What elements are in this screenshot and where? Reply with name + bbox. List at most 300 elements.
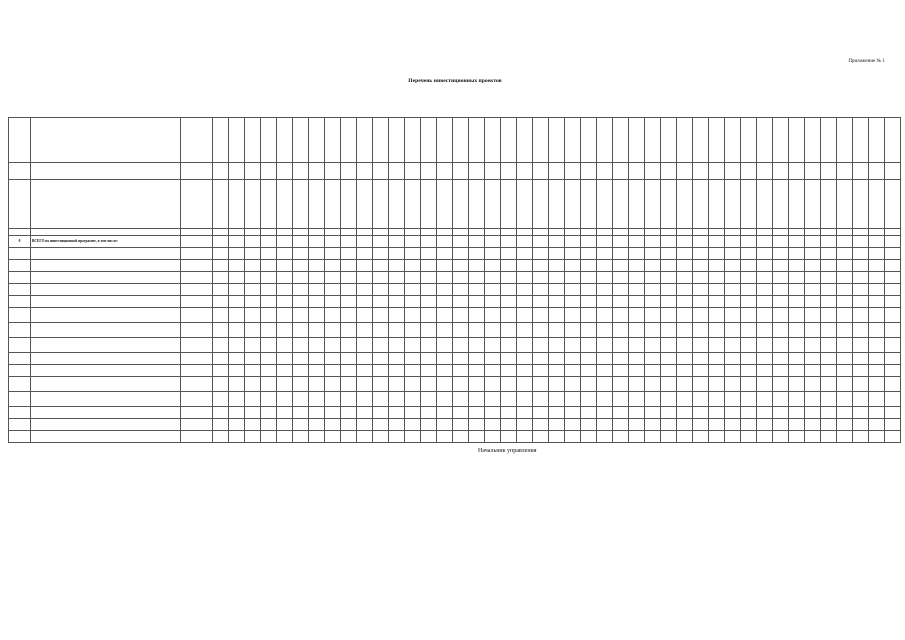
value-cell: [501, 284, 517, 296]
value-cell: [357, 236, 373, 248]
value-cell: [325, 272, 341, 284]
column-number-cell: [773, 229, 789, 236]
value-cell: [389, 353, 405, 365]
header-cell: [661, 163, 677, 180]
value-cell: [389, 296, 405, 308]
column-number-cell: [581, 229, 597, 236]
value-cell: [725, 272, 741, 284]
value-cell: [693, 392, 709, 407]
value-cell: [613, 248, 629, 260]
value-cell: [645, 377, 661, 392]
value-cell: [853, 392, 869, 407]
header-cell: [261, 180, 277, 229]
value-cell: [517, 296, 533, 308]
header-cell: [821, 118, 837, 163]
header-cell: [9, 180, 31, 229]
value-cell: [389, 419, 405, 431]
value-cell: [869, 248, 885, 260]
value-cell: [741, 353, 757, 365]
value-cell: [757, 308, 773, 323]
value-cell: [229, 365, 245, 377]
row-number-cell: [9, 260, 31, 272]
value-cell: [869, 308, 885, 323]
value-cell: [325, 260, 341, 272]
header-cell: [31, 118, 181, 163]
value-cell: [245, 248, 261, 260]
row-number-cell: [9, 419, 31, 431]
value-cell: [405, 272, 421, 284]
value-cell: [293, 338, 309, 353]
value-cell: [549, 272, 565, 284]
header-cell: [725, 180, 741, 229]
value-cell: [725, 338, 741, 353]
value-cell: [677, 323, 693, 338]
value-cell: [837, 377, 853, 392]
value-cell: [613, 419, 629, 431]
value-cell: [517, 365, 533, 377]
value-cell: [261, 323, 277, 338]
value-cell: [357, 419, 373, 431]
value-cell: [725, 284, 741, 296]
row-name-cell: [31, 419, 181, 431]
value-cell: [837, 323, 853, 338]
value-cell: [869, 296, 885, 308]
value-cell: [261, 260, 277, 272]
value-cell: [597, 284, 613, 296]
row-name-cell: [31, 392, 181, 407]
value-cell: [677, 419, 693, 431]
value-cell: [293, 296, 309, 308]
value-cell: [613, 353, 629, 365]
value-cell: [245, 407, 261, 419]
header-cell: [613, 118, 629, 163]
header-cell: [565, 163, 581, 180]
value-cell: [469, 260, 485, 272]
value-cell: [245, 284, 261, 296]
column-number-cell: [693, 229, 709, 236]
value-cell: [837, 308, 853, 323]
header-cell: [405, 163, 421, 180]
value-cell: [405, 248, 421, 260]
value-cell: [757, 323, 773, 338]
table-row: [9, 272, 901, 284]
column-number-cell: [229, 229, 245, 236]
value-cell: [437, 365, 453, 377]
value-cell: [629, 323, 645, 338]
appendix-line-1: Приложение № 1: [848, 59, 885, 64]
value-cell: [485, 296, 501, 308]
signature-position: Начальник управления: [478, 448, 537, 454]
value-cell: [805, 284, 821, 296]
value-cell: [629, 392, 645, 407]
value-cell: [421, 392, 437, 407]
value-cell: [309, 272, 325, 284]
value-cell: [229, 338, 245, 353]
header-cell: [181, 180, 213, 229]
header-cell: [581, 118, 597, 163]
value-cell: [373, 392, 389, 407]
value-cell: [389, 377, 405, 392]
value-cell: [837, 236, 853, 248]
value-cell: [837, 419, 853, 431]
value-cell: [693, 236, 709, 248]
value-cell: [437, 296, 453, 308]
value-cell: [469, 248, 485, 260]
value-cell: [789, 377, 805, 392]
header-cell: [565, 118, 581, 163]
value-cell: [741, 284, 757, 296]
value-cell: [709, 296, 725, 308]
value-cell: [581, 284, 597, 296]
value-cell: [885, 248, 901, 260]
value-cell: [757, 284, 773, 296]
value-cell: [501, 338, 517, 353]
value-cell: [517, 419, 533, 431]
value-cell: [741, 365, 757, 377]
value-cell: [821, 248, 837, 260]
value-cell: [789, 407, 805, 419]
value-cell: [709, 392, 725, 407]
value-cell: [661, 284, 677, 296]
value-cell: [213, 236, 229, 248]
header-cell: [805, 180, 821, 229]
value-cell: [581, 353, 597, 365]
value-cell: [501, 308, 517, 323]
header-cell: [837, 180, 853, 229]
value-cell: [581, 248, 597, 260]
header-cell: [501, 180, 517, 229]
value-cell: [389, 248, 405, 260]
value-cell: [357, 338, 373, 353]
row-name-cell: [31, 365, 181, 377]
value-cell: [277, 272, 293, 284]
value-cell: [773, 377, 789, 392]
value-cell: [837, 353, 853, 365]
header-cell: [405, 180, 421, 229]
value-cell: [181, 308, 213, 323]
value-cell: [773, 323, 789, 338]
value-cell: [501, 296, 517, 308]
header-cell: [757, 163, 773, 180]
value-cell: [693, 431, 709, 443]
value-cell: [293, 377, 309, 392]
value-cell: [373, 236, 389, 248]
value-cell: [789, 365, 805, 377]
value-cell: [277, 365, 293, 377]
value-cell: [421, 248, 437, 260]
value-cell: [565, 236, 581, 248]
value-cell: [341, 296, 357, 308]
header-cell: [725, 163, 741, 180]
value-cell: [853, 377, 869, 392]
value-cell: [565, 338, 581, 353]
value-cell: [533, 260, 549, 272]
value-cell: [805, 431, 821, 443]
value-cell: [261, 431, 277, 443]
header-cell: [213, 118, 229, 163]
value-cell: [581, 260, 597, 272]
value-cell: [853, 236, 869, 248]
value-cell: [805, 377, 821, 392]
value-cell: [405, 284, 421, 296]
value-cell: [693, 308, 709, 323]
value-cell: [565, 365, 581, 377]
value-cell: [597, 419, 613, 431]
value-cell: [549, 431, 565, 443]
value-cell: [181, 323, 213, 338]
value-cell: [869, 377, 885, 392]
value-cell: [421, 338, 437, 353]
header-cell: [709, 163, 725, 180]
value-cell: [549, 338, 565, 353]
value-cell: [709, 323, 725, 338]
value-cell: [549, 284, 565, 296]
value-cell: [325, 248, 341, 260]
value-cell: [309, 365, 325, 377]
value-cell: [421, 407, 437, 419]
value-cell: [229, 407, 245, 419]
header-cell: [421, 180, 437, 229]
value-cell: [277, 236, 293, 248]
value-cell: [725, 248, 741, 260]
value-cell: [341, 248, 357, 260]
value-cell: [549, 392, 565, 407]
column-number-cell: [757, 229, 773, 236]
table-row: [9, 377, 901, 392]
value-cell: [293, 365, 309, 377]
value-cell: [277, 392, 293, 407]
value-cell: [229, 272, 245, 284]
header-cell: [677, 118, 693, 163]
value-cell: [357, 392, 373, 407]
value-cell: [309, 284, 325, 296]
value-cell: [341, 419, 357, 431]
column-number-cell: [181, 229, 213, 236]
row-name-cell: [31, 284, 181, 296]
value-cell: [245, 323, 261, 338]
value-cell: [517, 377, 533, 392]
header-cell: [341, 180, 357, 229]
value-cell: [517, 236, 533, 248]
header-cell: [389, 163, 405, 180]
header-cell: [533, 163, 549, 180]
header-cell: [357, 180, 373, 229]
value-cell: [757, 338, 773, 353]
header-cell: [9, 118, 31, 163]
value-cell: [405, 353, 421, 365]
header-cell: [325, 118, 341, 163]
value-cell: [773, 431, 789, 443]
value-cell: [341, 260, 357, 272]
appendix-note: [625, 58, 885, 65]
value-cell: [645, 338, 661, 353]
value-cell: [261, 365, 277, 377]
header-cell: [853, 118, 869, 163]
header-cell: [677, 180, 693, 229]
value-cell: [213, 365, 229, 377]
value-cell: [805, 272, 821, 284]
value-cell: [341, 392, 357, 407]
value-cell: [437, 260, 453, 272]
value-cell: [485, 308, 501, 323]
value-cell: [501, 248, 517, 260]
value-cell: [741, 419, 757, 431]
value-cell: [629, 419, 645, 431]
value-cell: [549, 323, 565, 338]
value-cell: [661, 353, 677, 365]
value-cell: [453, 431, 469, 443]
value-cell: [469, 338, 485, 353]
value-cell: [629, 296, 645, 308]
value-cell: [805, 365, 821, 377]
value-cell: [485, 260, 501, 272]
value-cell: [645, 236, 661, 248]
value-cell: [453, 272, 469, 284]
value-cell: [597, 260, 613, 272]
table-row: [9, 338, 901, 353]
value-cell: [325, 296, 341, 308]
value-cell: [757, 407, 773, 419]
value-cell: [885, 323, 901, 338]
value-cell: [821, 260, 837, 272]
value-cell: [645, 248, 661, 260]
table-header-row: [9, 118, 901, 163]
value-cell: [789, 353, 805, 365]
value-cell: [389, 365, 405, 377]
value-cell: [245, 296, 261, 308]
value-cell: [741, 272, 757, 284]
header-cell: [213, 180, 229, 229]
value-cell: [613, 431, 629, 443]
value-cell: [389, 407, 405, 419]
value-cell: [245, 308, 261, 323]
value-cell: [469, 323, 485, 338]
column-number-cell: [741, 229, 757, 236]
value-cell: [581, 308, 597, 323]
value-cell: [213, 284, 229, 296]
value-cell: [293, 407, 309, 419]
value-cell: [501, 365, 517, 377]
value-cell: [869, 407, 885, 419]
value-cell: [229, 308, 245, 323]
value-cell: [357, 431, 373, 443]
header-cell: [613, 180, 629, 229]
value-cell: [325, 392, 341, 407]
value-cell: [421, 431, 437, 443]
value-cell: [885, 377, 901, 392]
value-cell: [181, 296, 213, 308]
value-cell: [677, 353, 693, 365]
header-cell: [293, 118, 309, 163]
value-cell: [725, 296, 741, 308]
value-cell: [309, 431, 325, 443]
value-cell: [453, 260, 469, 272]
header-cell: [421, 163, 437, 180]
value-cell: [869, 284, 885, 296]
value-cell: [725, 236, 741, 248]
header-cell: [549, 180, 565, 229]
value-cell: [725, 260, 741, 272]
value-cell: [325, 338, 341, 353]
column-number-cell: [309, 229, 325, 236]
value-cell: [293, 323, 309, 338]
value-cell: [245, 353, 261, 365]
value-cell: [645, 353, 661, 365]
value-cell: [837, 392, 853, 407]
value-cell: [501, 407, 517, 419]
value-cell: [421, 323, 437, 338]
header-cell: [661, 180, 677, 229]
value-cell: [805, 407, 821, 419]
value-cell: [613, 338, 629, 353]
value-cell: [325, 377, 341, 392]
value-cell: [261, 407, 277, 419]
value-cell: [661, 392, 677, 407]
value-cell: [501, 377, 517, 392]
value-cell: [757, 353, 773, 365]
value-cell: [885, 272, 901, 284]
value-cell: [389, 260, 405, 272]
value-cell: [805, 353, 821, 365]
header-cell: [341, 163, 357, 180]
value-cell: [325, 407, 341, 419]
value-cell: [405, 323, 421, 338]
value-cell: [821, 407, 837, 419]
value-cell: [261, 284, 277, 296]
column-number-cell: [453, 229, 469, 236]
value-cell: [213, 260, 229, 272]
value-cell: [293, 353, 309, 365]
value-cell: [677, 392, 693, 407]
value-cell: [485, 236, 501, 248]
value-cell: [741, 236, 757, 248]
value-cell: [581, 272, 597, 284]
table-row: [9, 236, 901, 248]
value-cell: [389, 236, 405, 248]
value-cell: [645, 284, 661, 296]
value-cell: [261, 338, 277, 353]
value-cell: [757, 260, 773, 272]
value-cell: [325, 236, 341, 248]
value-cell: [757, 248, 773, 260]
value-cell: [341, 284, 357, 296]
value-cell: [789, 236, 805, 248]
table-row: [9, 296, 901, 308]
header-cell: [453, 180, 469, 229]
column-number-cell: [389, 229, 405, 236]
value-cell: [277, 323, 293, 338]
value-cell: [373, 419, 389, 431]
value-cell: [325, 365, 341, 377]
value-cell: [565, 272, 581, 284]
value-cell: [261, 392, 277, 407]
column-number-cell: [469, 229, 485, 236]
column-number-cell: [885, 229, 901, 236]
value-cell: [629, 338, 645, 353]
row-number-cell: [9, 365, 31, 377]
value-cell: [229, 260, 245, 272]
value-cell: [309, 248, 325, 260]
value-cell: [597, 365, 613, 377]
value-cell: [613, 260, 629, 272]
value-cell: [613, 407, 629, 419]
value-cell: [565, 431, 581, 443]
value-cell: [549, 248, 565, 260]
value-cell: [437, 323, 453, 338]
value-cell: [485, 272, 501, 284]
value-cell: [293, 392, 309, 407]
value-cell: [709, 248, 725, 260]
